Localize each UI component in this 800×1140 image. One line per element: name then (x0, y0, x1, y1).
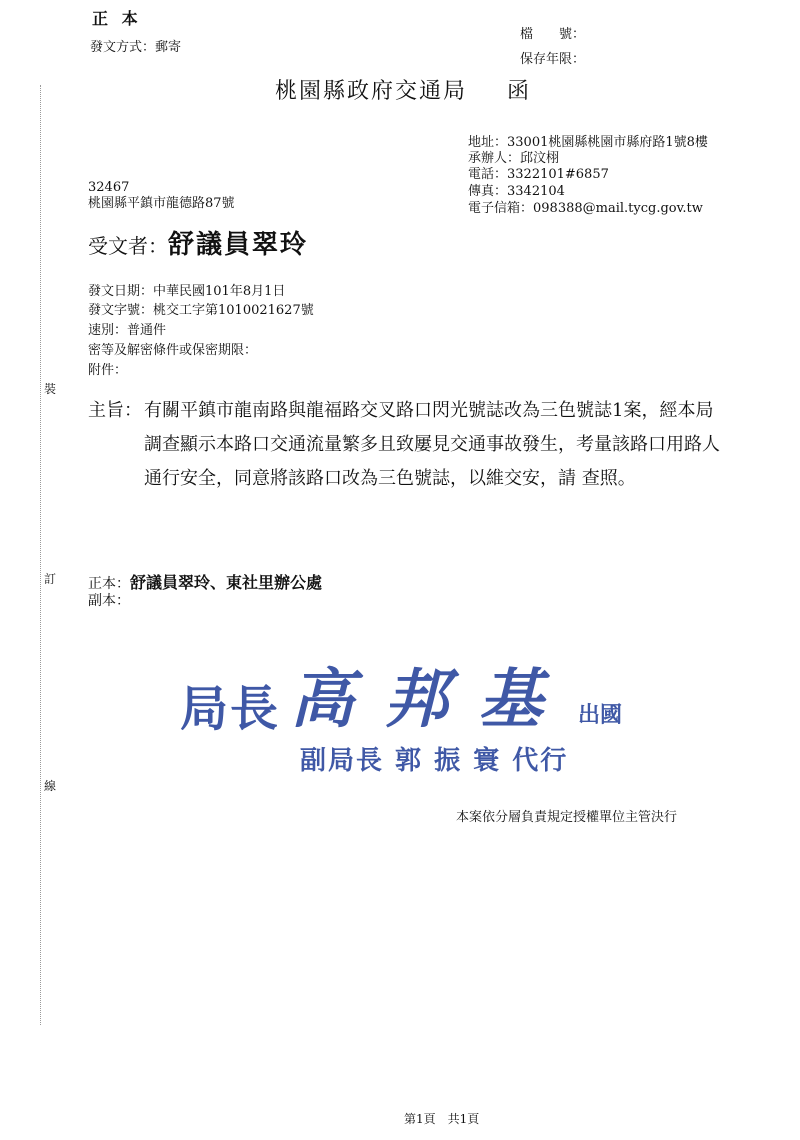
sender-handler: 承辦人：邱汶栩 (468, 151, 560, 166)
issue-date: 發文日期：中華民國101年8月1日 (88, 284, 286, 299)
sender-email: 電子信箱：098388@mail.tycg.gov.tw (468, 201, 703, 216)
original-recipients (88, 570, 322, 593)
document-title (275, 74, 531, 105)
binding-mark-ding: 訂 (44, 572, 57, 586)
file-number-label: 檔 號： (520, 27, 586, 42)
original-value: 舒議員翠玲、東社里辦公處 (130, 573, 323, 592)
delivery-speed: 速別：普通件 (88, 323, 167, 338)
recipient-address: 桃園縣平鎮市龍德路87號 (88, 196, 235, 211)
send-method: 發文方式：郵寄 (90, 40, 182, 55)
deputy-signature: 副局長 郭 振 寰 代行 (300, 746, 569, 776)
document-number: 發文字號：桃交工字第1010021627號 (88, 303, 314, 318)
page-number: 第1頁 共1頁 (404, 1112, 480, 1126)
signature-name: 高 邦 基 (290, 663, 547, 737)
recipient-name: 舒議員翠玲 (168, 230, 309, 260)
agency-name: 桃園縣政府交通局 (275, 79, 468, 104)
signature-title: 局長 (180, 681, 281, 737)
signature-note: 出國 (578, 703, 623, 728)
subject-label: 主旨： (88, 400, 142, 421)
binding-line (40, 85, 41, 1025)
sender-phone: 電話：3322101#6857 (468, 167, 609, 182)
subject-text: 有關平鎮市龍南路與龍福路交叉路口閃光號誌改為三色號誌1案，經本局調查顯示本路口交通流量繁多且致屢見交通事故發生，考量該路口用路人通行安全，同意將該路口改為三色號誌，以維交安，請 查照。 (144, 400, 720, 489)
binding-mark-xian: 線 (44, 779, 57, 793)
recipient-postal-code: 32467 (88, 180, 130, 195)
original-label: 正本： (88, 576, 130, 592)
binding-mark-zhuang: 裝 (44, 382, 57, 396)
authorization-note: 本案依分層負責規定授權單位主管決行 (456, 810, 678, 825)
sender-fax: 傳真：3342104 (468, 184, 565, 199)
recipient-line (88, 224, 308, 261)
copy-type: 正 本 (92, 9, 142, 28)
document-type: 函 (507, 79, 532, 104)
copy-recipients-label: 副本： (88, 593, 130, 609)
recipient-label: 受文者： (88, 234, 168, 258)
retention-period-label: 保存年限： (520, 52, 586, 67)
attachments: 附件： (88, 363, 128, 378)
secrecy-level: 密等及解密條件或保密期限： (88, 343, 258, 358)
sender-address: 地址：33001桃園縣桃園市縣府路1號8樓 (468, 135, 708, 150)
